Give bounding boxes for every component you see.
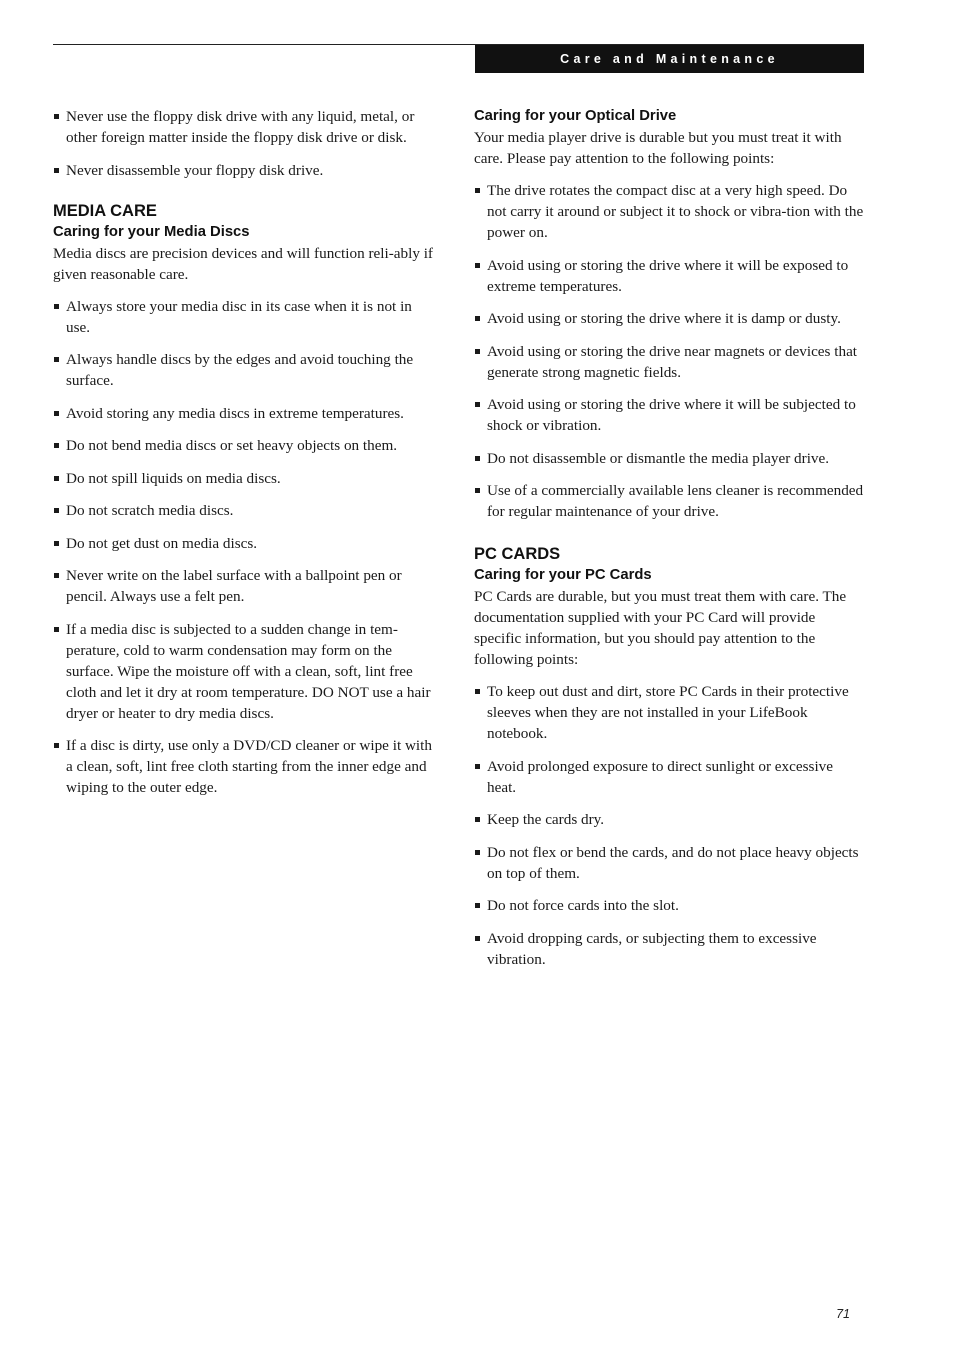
list-item: Do not scratch media discs. <box>53 500 439 521</box>
list-item: Do not spill liquids on media discs. <box>53 468 439 489</box>
optical-drive-subheading: Caring for your Optical Drive <box>474 108 677 124</box>
list-item: Always handle discs by the edges and avoid touching the surface. <box>53 349 439 391</box>
list-item: Never use the floppy disk drive with any liquid, metal, or other foreign matter inside the floppy disk drive or disk. <box>53 106 439 148</box>
list-item: Never disassemble your floppy disk drive. <box>53 160 439 181</box>
list-item: Avoid prolonged exposure to direct sunlight or excessive heat. <box>474 756 864 798</box>
list-item: If a media disc is subjected to a sudden change in tem-perature, cold to warm condensation may form on the surface. Wipe the moisture off with a clean, soft, lint free cloth and let it dry at room temperature. DO NOT use a hair dryer or heater to dry media discs. <box>53 619 439 724</box>
list-item: Keep the cards dry. <box>474 809 864 830</box>
list-item: Avoid using or storing the drive where it will be subjected to shock or vibration. <box>474 394 864 436</box>
pc-cards-intro: PC Cards are durable, but you must treat them with care. The documentation supplied with your PC Card will provide specific information, but you should pay attention to the following points: <box>474 588 847 668</box>
list-item: The drive rotates the compact disc at a very high speed. Do not carry it around or subject it to shock or vibra-tion with the power on. <box>474 180 864 243</box>
list-item: Avoid using or storing the drive near magnets or devices that generate strong magnetic fields. <box>474 341 864 383</box>
list-item: To keep out dust and dirt, store PC Cards in their protective sleeves when they are not installed in your LifeBook notebook. <box>474 681 864 744</box>
list-item: Always store your media disc in its case when it is not in use. <box>53 296 439 338</box>
list-item: Do not flex or bend the cards, and do not place heavy objects on top of them. <box>474 842 864 884</box>
pc-cards-heading: PC CARDS <box>474 545 561 563</box>
list-item: Never write on the label surface with a ballpoint pen or pencil. Always use a felt pen. <box>53 565 439 607</box>
list-item: Do not get dust on media discs. <box>53 533 439 554</box>
left-column <box>53 106 439 810</box>
list-item: Avoid using or storing the drive where it will be exposed to extreme temperatures. <box>474 255 864 297</box>
pc-cards-bullet-list <box>474 681 864 970</box>
media-discs-intro: Media discs are precision devices and will function reli-ably if given reasonable care. <box>53 244 433 283</box>
section-banner: Care and Maintenance <box>475 45 864 73</box>
list-item: Do not force cards into the slot. <box>474 895 864 916</box>
page-number: 71 <box>836 1307 850 1321</box>
pc-cards-subheading: Caring for your PC Cards <box>474 567 652 583</box>
media-discs-subheading: Caring for your Media Discs <box>53 223 250 240</box>
media-care-heading: MEDIA CARE <box>53 201 157 220</box>
optical-drive-bullet-list <box>474 180 864 522</box>
right-column <box>474 106 864 981</box>
list-item: Avoid storing any media discs in extreme temperatures. <box>53 403 439 424</box>
list-item: Avoid dropping cards, or subjecting them to excessive vibration. <box>474 928 864 970</box>
list-item: Avoid using or storing the drive where it is damp or dusty. <box>474 308 864 329</box>
media-discs-bullet-list <box>53 296 439 799</box>
list-item: Use of a commercially available lens cleaner is recommended for regular maintenance of your drive. <box>474 480 864 522</box>
list-item: Do not disassemble or dismantle the media player drive. <box>474 448 864 469</box>
list-item: If a disc is dirty, use only a DVD/CD cleaner or wipe it with a clean, soft, lint free cloth starting from the inner edge and wiping to the outer edge. <box>53 735 439 798</box>
floppy-bullet-list <box>53 106 439 181</box>
list-item: Do not bend media discs or set heavy objects on them. <box>53 435 439 456</box>
optical-drive-intro: Your media player drive is durable but you must treat it with care. Please pay attention to the following points: <box>474 129 842 167</box>
